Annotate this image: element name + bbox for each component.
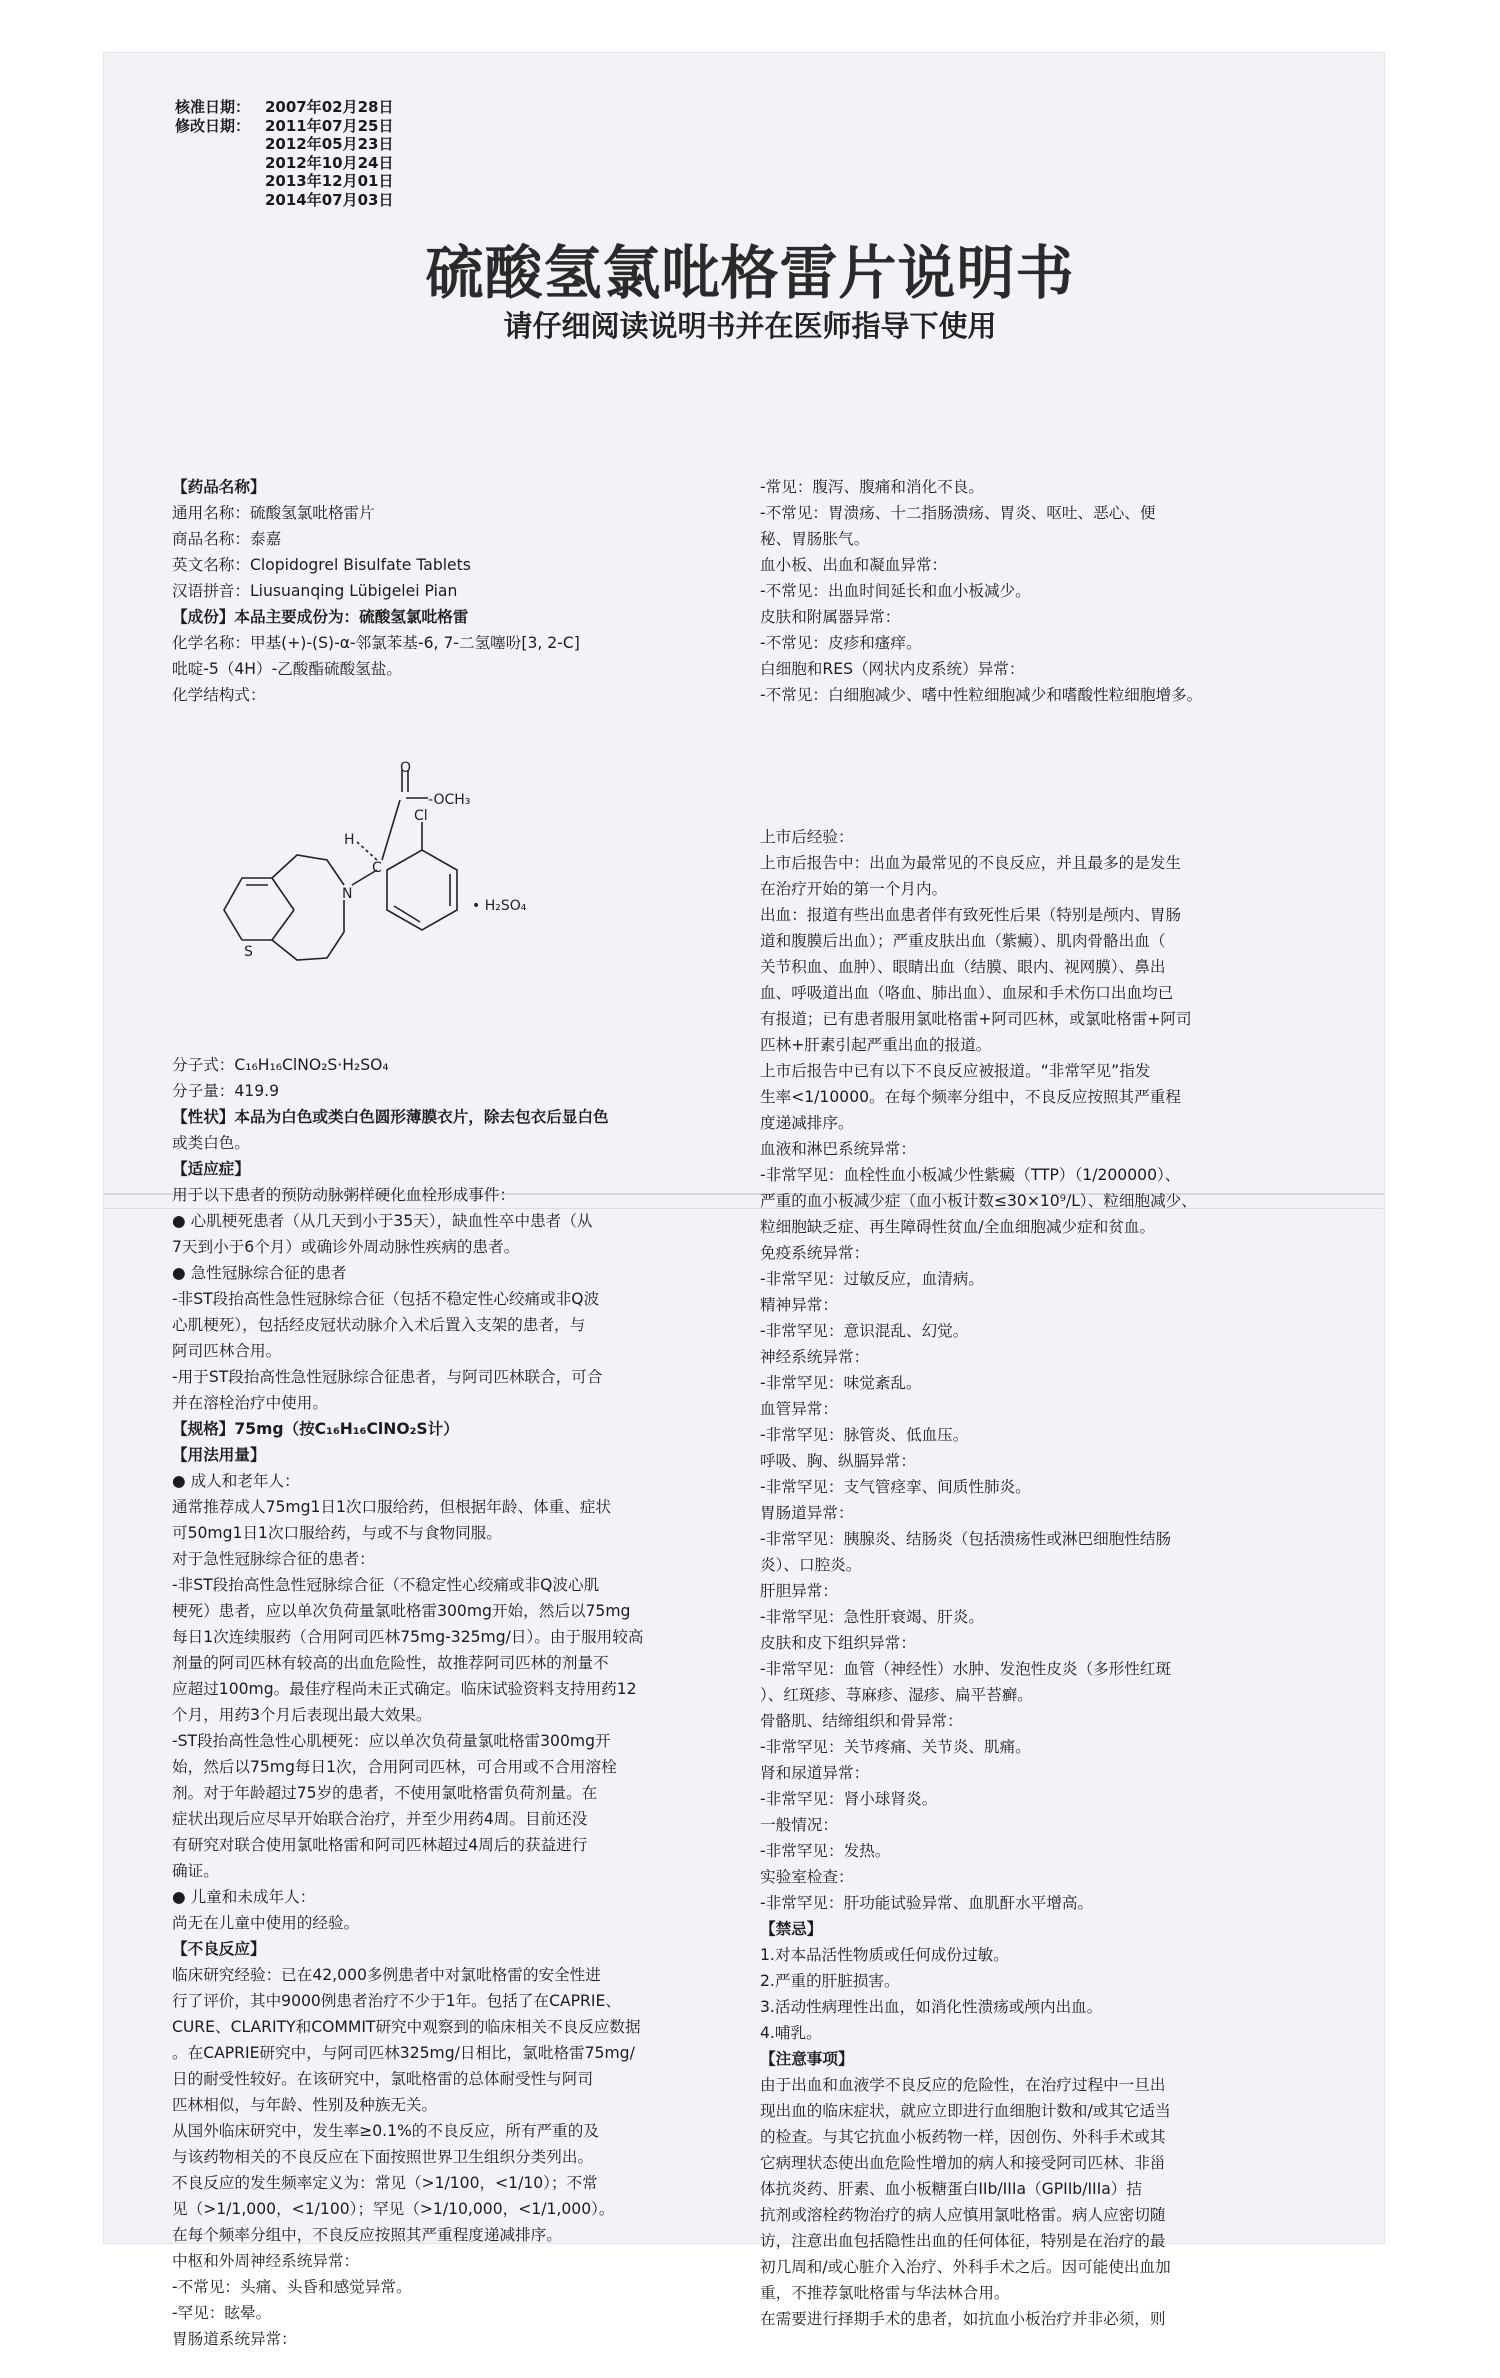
text-line: -非常罕见：过敏反应，血清病。 bbox=[760, 1270, 984, 1288]
text-line: 骨骼肌、结缔组织和骨异常： bbox=[760, 1712, 963, 1730]
text-line: -非常罕见：急性肝衰竭、肝炎。 bbox=[760, 1608, 984, 1626]
revision-dates-block bbox=[175, 98, 394, 209]
text-line: 化学结构式： bbox=[172, 686, 266, 704]
text-line: 并在溶栓治疗中使用。 bbox=[172, 1394, 328, 1412]
text-line: 一般情况： bbox=[760, 1816, 838, 1834]
text-line: ● 急性冠脉综合征的患者 bbox=[172, 1264, 347, 1282]
text-line: 见（>1/1,000，<1/100）；罕见（>1/10,000，<1/1,000）。 bbox=[172, 2200, 615, 2218]
right-column-body bbox=[760, 824, 1320, 2332]
text-line: 皮肤和附属器异常： bbox=[760, 608, 901, 626]
text-line: 上市后报告中已有以下不良反应被报道。“非常罕见”指发 bbox=[760, 1062, 1151, 1080]
text-line: 它病理状态使出血危险性增加的病人和接受阿司匹林、非甾 bbox=[760, 2154, 1166, 2172]
text-line: 分子量：419.9 bbox=[172, 1082, 280, 1100]
structure-label-h2so4: • H₂SO₄ bbox=[472, 898, 527, 914]
text-line: 由于出血和血液学不良反应的危险性，在治疗过程中一旦出 bbox=[760, 2076, 1166, 2094]
left-column-top bbox=[172, 474, 722, 708]
text-line: 初几周和/或心脏介入治疗、外科手术之后。因可能使出血加 bbox=[760, 2258, 1171, 2276]
text-line: ）、红斑疹、荨麻疹、湿疹、扁平苔癣。 bbox=[760, 1686, 1033, 1704]
text-line: -ST段抬高性急性心肌梗死：应以单次负荷量氯吡格雷300mg开 bbox=[172, 1732, 611, 1750]
text-line: 抗剂或溶栓药物治疗的病人应慎用氯吡格雷。病人应密切随 bbox=[760, 2206, 1166, 2224]
text-line: 7天到小于6个月）或确诊外周动脉性疾病的患者。 bbox=[172, 1238, 520, 1256]
text-line: -非ST段抬高性急性冠脉综合征（不稳定性心绞痛或非Q波心肌 bbox=[172, 1576, 600, 1594]
text-line: 有研究对联合使用氯吡格雷和阿司匹林超过4周后的获益进行 bbox=[172, 1836, 588, 1854]
text-line: 在治疗开始的第一个月内。 bbox=[760, 880, 948, 898]
revision-date: 2012年05月23日 bbox=[265, 135, 394, 153]
text-line: ● 成人和老年人： bbox=[172, 1472, 300, 1490]
text-line: 尚无在儿童中使用的经验。 bbox=[172, 1914, 360, 1932]
text-line: -非常罕见：发热。 bbox=[760, 1842, 891, 1860]
text-line: -罕见：眩晕。 bbox=[172, 2304, 272, 2322]
text-line: 度递减排序。 bbox=[760, 1114, 854, 1132]
text-line: -用于ST段抬高性急性冠脉综合征患者，与阿司匹林联合，可合 bbox=[172, 1368, 603, 1386]
document-subtitle: 请仔细阅读说明书并在医师指导下使用 bbox=[503, 309, 997, 343]
text-line: 道和腹膜后出血）；严重皮肤出血（紫癜）、肌肉骨骼出血（ bbox=[760, 932, 1166, 950]
text-line: 不良反应的发生频率定义为：常见（>1/100，<1/10）；不常 bbox=[172, 2174, 598, 2192]
text-line: -不常见：出血时间延长和血小板减少。 bbox=[760, 582, 1031, 600]
section-heading-line: 【不良反应】 bbox=[172, 1940, 266, 1958]
text-line: -非常罕见：血管（神经性）水肿、发泡性皮炎（多形性红斑 bbox=[760, 1660, 1172, 1678]
text-line: 血小板、出血和凝血异常： bbox=[760, 556, 948, 574]
text-line: 皮肤和皮下组织异常： bbox=[760, 1634, 916, 1652]
text-line: 免疫系统异常： bbox=[760, 1244, 870, 1262]
text-line: 确证。 bbox=[172, 1862, 219, 1880]
revision-date: 2011年07月25日 bbox=[265, 116, 394, 135]
structure-label-och3: -OCH₃ bbox=[428, 792, 471, 808]
left-column-body bbox=[172, 1052, 722, 2352]
text-line: -非常罕见：肝功能试验异常、血肌酐水平增高。 bbox=[760, 1894, 1094, 1912]
approval-date: 2007年02月28日 bbox=[265, 98, 394, 116]
text-line: 胃肠道系统异常： bbox=[172, 2330, 297, 2348]
revision-date: 2012年10月24日 bbox=[265, 153, 394, 172]
section-heading-line: 【药品名称】 bbox=[172, 478, 266, 496]
text-line: 临床研究经验：已在42,000多例患者中对氯吡格雷的安全性进 bbox=[172, 1966, 601, 1984]
text-line: 每日1次连续服药（合用阿司匹林75mg-325mg/日）。由于服用较高 bbox=[172, 1628, 644, 1646]
text-line: 2.严重的肝脏损害。 bbox=[760, 1972, 900, 1990]
text-line: -非常罕见：味觉紊乱。 bbox=[760, 1374, 922, 1392]
text-line: -非常罕见：意识混乱、幻觉。 bbox=[760, 1322, 969, 1340]
text-line: 症状出现后应尽早开始联合治疗，并至少用药4周。目前还没 bbox=[172, 1810, 588, 1828]
approval-date-label: 核准日期： bbox=[175, 98, 251, 116]
text-line: 匹林相似，与年龄、性别及种族无关。 bbox=[172, 2096, 438, 2114]
revision-date: 2013年12月01日 bbox=[265, 172, 394, 190]
text-line: CURE、CLARITY和COMMIT研究中观察到的临床相关不良反应数据 bbox=[172, 2018, 641, 2036]
text-line: 日的耐受性较好。在该研究中，氯吡格雷的总体耐受性与阿司 bbox=[172, 2070, 594, 2088]
document-title: 硫酸氢氯吡格雷片说明书 bbox=[425, 239, 1075, 307]
text-line: -非常罕见：血栓性血小板减少性紫癜（TTP）（1/200000）、 bbox=[760, 1166, 1181, 1184]
text-line: 实验室检查： bbox=[760, 1868, 854, 1886]
revision-date-label: 修改日期： bbox=[175, 116, 251, 135]
structure-label-cl: Cl bbox=[414, 808, 428, 824]
chemical-structure bbox=[172, 760, 732, 1000]
text-line: 严重的血小板减少症（血小板计数≤30×10⁹/L）、粒细胞减少、 bbox=[760, 1192, 1197, 1210]
text-line: 英文名称：Clopidogrel Bisulfate Tablets bbox=[172, 556, 471, 574]
text-line: 汉语拼音：Liusuanqing Lübigelei Pian bbox=[172, 582, 458, 600]
text-line: 血管异常： bbox=[760, 1400, 838, 1418]
structure-label-n: N bbox=[342, 886, 353, 902]
text-line: 剂量的阿司匹林有较高的出血危险性，故推荐阿司匹林的剂量不 bbox=[172, 1654, 609, 1672]
text-line: 阿司匹林合用。 bbox=[172, 1342, 282, 1360]
text-line: 精神异常： bbox=[760, 1296, 838, 1314]
text-line: 炎）、口腔炎。 bbox=[760, 1556, 862, 1574]
text-line: 胃肠道异常： bbox=[760, 1504, 854, 1522]
text-line: 或类白色。 bbox=[172, 1134, 250, 1152]
text-line: -非常罕见：关节疼痛、关节炎、肌痛。 bbox=[760, 1738, 1031, 1756]
text-line: 秘、胃肠胀气。 bbox=[760, 530, 870, 548]
text-line: 在每个频率分组中，不良反应按照其严重程度递减排序。 bbox=[172, 2226, 562, 2244]
structure-label-h: H bbox=[344, 832, 355, 848]
section-heading-line: 【成份】本品主要成份为：硫酸氢氯吡格雷 bbox=[172, 608, 469, 626]
text-line: ● 心肌梗死患者（从几天到小于35天），缺血性卒中患者（从 bbox=[172, 1212, 593, 1230]
text-line: 出血：报道有些出血患者伴有致死性后果（特别是颅内、胃肠 bbox=[760, 906, 1182, 924]
section-heading-line: 【规格】75mg（按C₁₆H₁₆ClNO₂S计） bbox=[172, 1420, 459, 1438]
text-line: 的检查。与其它抗血小板药物一样，因创伤、外科手术或其 bbox=[760, 2128, 1166, 2146]
text-line: -非常罕见：脉管炎、低血压。 bbox=[760, 1426, 969, 1444]
text-line: 分子式：C₁₆H₁₆ClNO₂S·H₂SO₄ bbox=[172, 1056, 389, 1074]
text-line: -不常见：皮疹和瘙痒。 bbox=[760, 634, 922, 652]
text-line: 粒细胞缺乏症、再生障碍性贫血/全血细胞减少症和贫血。 bbox=[760, 1218, 1156, 1236]
text-line: 在需要进行择期手术的患者，如抗血小板治疗并非必须，则 bbox=[760, 2310, 1166, 2328]
text-line: 用于以下患者的预防动脉粥样硬化血栓形成事件： bbox=[172, 1186, 516, 1204]
text-line: 中枢和外周神经系统异常： bbox=[172, 2252, 360, 2270]
text-line: 3.活动性病理性出血，如消化性溃疡或颅内出血。 bbox=[760, 1998, 1103, 2016]
text-line: 与该药物相关的不良反应在下面按照世界卫生组织分类列出。 bbox=[172, 2148, 594, 2166]
text-line: 1.对本品活性物质或任何成份过敏。 bbox=[760, 1946, 1009, 1964]
text-line: ● 儿童和未成年人： bbox=[172, 1888, 316, 1906]
text-line: 神经系统异常： bbox=[760, 1348, 870, 1366]
section-heading-line: 【性状】本品为白色或类白色圆形薄膜衣片，除去包衣后显白色 bbox=[172, 1108, 609, 1126]
left-column bbox=[172, 422, 722, 2378]
text-line: 商品名称：泰嘉 bbox=[172, 530, 282, 548]
section-heading-line: 【禁忌】 bbox=[760, 1920, 823, 1938]
structure-label-c: C bbox=[372, 860, 382, 876]
text-line: 上市后经验： bbox=[760, 828, 854, 846]
section-heading-line: 【注意事项】 bbox=[760, 2050, 854, 2068]
section-heading-line: 【用法用量】 bbox=[172, 1446, 266, 1464]
text-line: 剂。对于年龄超过75岁的患者，不使用氯吡格雷负荷剂量。在 bbox=[172, 1784, 598, 1802]
text-line: 可50mg1日1次口服给药，与或不与食物同服。 bbox=[172, 1524, 502, 1542]
revision-date: 2014年07月03日 bbox=[265, 190, 394, 209]
structure-label-o: O bbox=[400, 760, 412, 776]
text-line: 。在CAPRIE研究中，与阿司匹林325mg/日相比，氯吡格雷75mg/ bbox=[172, 2044, 635, 2062]
text-line: -非ST段抬高性急性冠脉综合征（包括不稳定性心绞痛或非Q波 bbox=[172, 1290, 600, 1308]
text-line: 对于急性冠脉综合征的患者： bbox=[172, 1550, 375, 1568]
text-line: 呼吸、胸、纵膈异常： bbox=[760, 1452, 916, 1470]
structure-label-s: S bbox=[244, 944, 253, 960]
text-line: 重，不推荐氯吡格雷与华法林合用。 bbox=[760, 2284, 1010, 2302]
text-line: 梗死）患者，应以单次负荷量氯吡格雷300mg开始，然后以75mg bbox=[172, 1602, 631, 1620]
text-line: 关节积血、血肿）、眼睛出血（结膜、眼内、视网膜）、鼻出 bbox=[760, 958, 1166, 976]
text-line: 行了评价，其中9000例患者治疗不少于1年。包括了在CAPRIE、 bbox=[172, 1992, 621, 2010]
text-line: 上市后报告中：出血为最常见的不良反应，并且最多的是发生 bbox=[760, 854, 1182, 872]
text-line: -非常罕见：肾小球肾炎。 bbox=[760, 1790, 938, 1808]
right-column-top bbox=[760, 474, 1320, 708]
text-line: 血液和淋巴系统异常： bbox=[760, 1140, 916, 1158]
text-line: 有报道；已有患者服用氯吡格雷+阿司匹林，或氯吡格雷+阿司 bbox=[760, 1010, 1192, 1028]
text-line: 心肌梗死），包括经皮冠状动脉介入术后置入支架的患者，与 bbox=[172, 1316, 586, 1334]
text-line: -非常罕见：胰腺炎、结肠炎（包括溃疡性或淋巴细胞性结肠 bbox=[760, 1530, 1172, 1548]
text-line: 应超过100mg。最佳疗程尚未正式确定。临床试验资料支持用药12 bbox=[172, 1680, 637, 1698]
text-line: 从国外临床研究中，发生率≥0.1%的不良反应，所有严重的及 bbox=[172, 2122, 599, 2140]
section-heading-line: 【适应症】 bbox=[172, 1160, 250, 1178]
text-line: -不常见：胃溃疡、十二指肠溃疡、胃炎、呕吐、恶心、便 bbox=[760, 504, 1156, 522]
text-line: 访，注意出血包括隐性出血的任何体征，特别是在治疗的最 bbox=[760, 2232, 1166, 2250]
text-line: -不常见：头痛、头昏和感觉异常。 bbox=[172, 2278, 412, 2296]
text-line: 化学名称：甲基(+)-(S)-α-邻氯苯基-6, 7-二氢噻吩[3, 2-C] bbox=[172, 634, 580, 652]
text-line: 生率<1/10000。在每个频率分组中，不良反应按照其严重程 bbox=[760, 1088, 1181, 1106]
text-line: 4.哺乳。 bbox=[760, 2024, 822, 2042]
text-line: -常见：腹泻、腹痛和消化不良。 bbox=[760, 478, 984, 496]
text-line: 现出血的临床症状，就应立即进行血细胞计数和/或其它适当 bbox=[760, 2102, 1171, 2120]
text-line: 个月，用药3个月后表现出最大效果。 bbox=[172, 1706, 432, 1724]
text-line: -不常见：白细胞减少、嗜中性粒细胞减少和嗜酸性粒细胞增多。 bbox=[760, 686, 1203, 704]
text-line: 始，然后以75mg每日1次，合用阿司匹林，可合用或不合用溶栓 bbox=[172, 1758, 617, 1776]
chemical-structure-diagram bbox=[172, 760, 732, 1000]
text-line: 匹林+肝素引起严重出血的报道。 bbox=[760, 1036, 992, 1054]
text-line: 吡啶-5（4H）-乙酸酯硫酸氢盐。 bbox=[172, 660, 402, 678]
text-line: 体抗炎药、肝素、血小板糖蛋白IIb/IIIa（GPIIb/IIIa）拮 bbox=[760, 2180, 1142, 2198]
text-line: 白细胞和RES（网状内皮系统）异常： bbox=[760, 660, 1025, 678]
text-line: 肾和尿道异常： bbox=[760, 1764, 870, 1782]
text-line: 血、呼吸道出血（咯血、肺出血）、血尿和手术伤口出血均已 bbox=[760, 984, 1174, 1002]
text-line: 通常推荐成人75mg1日1次口服给药，但根据年龄、体重、症状 bbox=[172, 1498, 612, 1516]
right-column bbox=[760, 422, 1320, 2358]
text-line: 通用名称：硫酸氢氯吡格雷片 bbox=[172, 504, 375, 522]
text-line: -非常罕见：支气管痉挛、间质性肺炎。 bbox=[760, 1478, 1031, 1496]
text-line: 肝胆异常： bbox=[760, 1582, 838, 1600]
